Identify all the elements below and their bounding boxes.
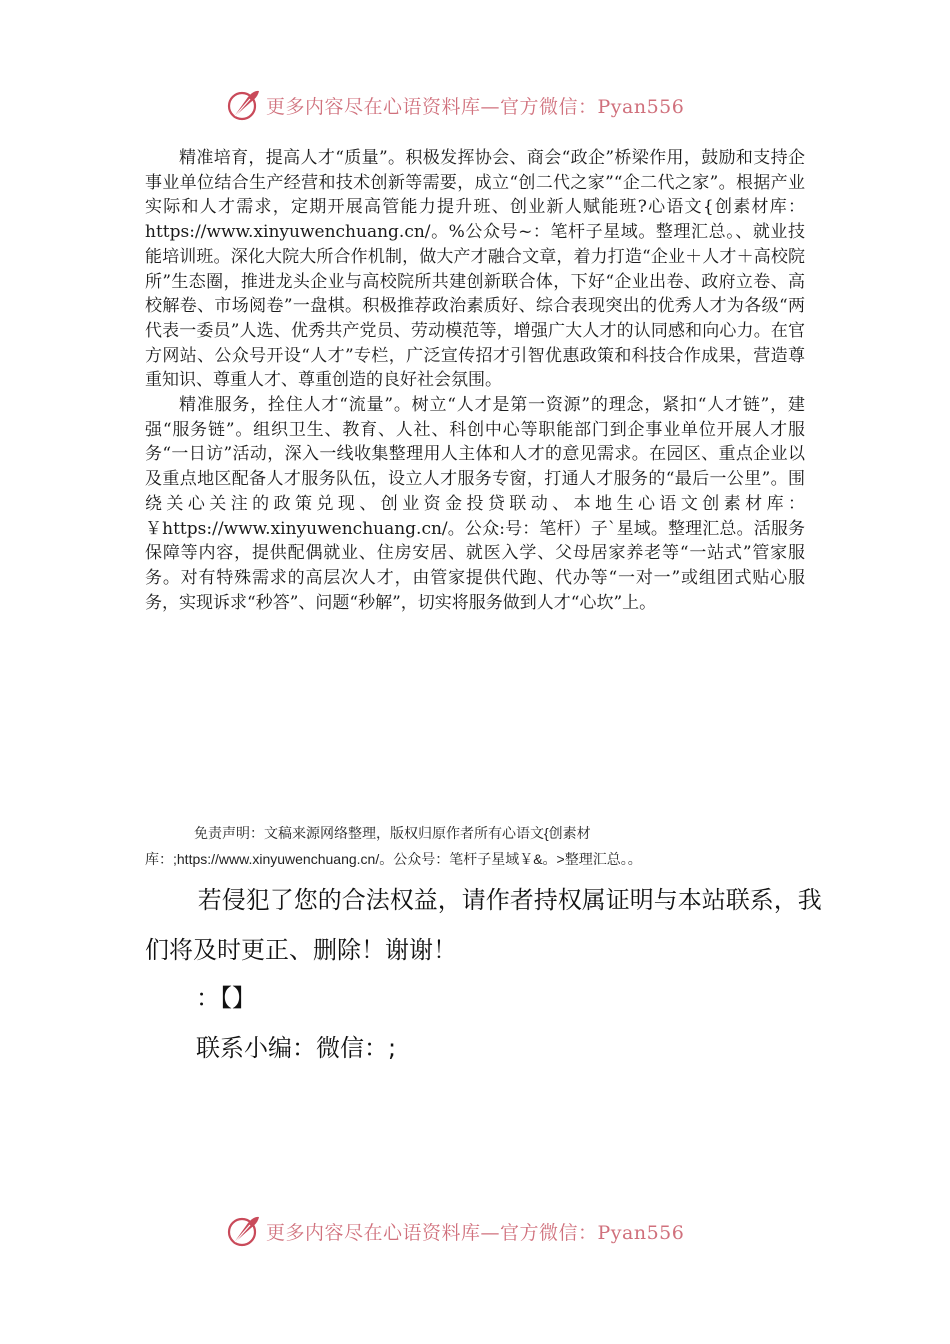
article-body — [145, 146, 805, 615]
header-banner — [0, 85, 950, 125]
footer-banner — [0, 1211, 950, 1251]
paragraph-talent-cultivation: 精准培育，提高人才“质量”。积极发挥协会、商会“政企”桥梁作用，鼓励和支持企事业单位结合生产经营和技术创新等需要，成立“创二代之家”“企二代之家”。根据产业实际和人才需求，定期开展高管能力提升班、创业新人赋能班?心语文{创素材库：https://www.xinyuwenchuang.cn/。%公众号~：笔杆子星域。整理汇总。、就业技能培训班。深化大院大所合作机制，做大产才融合文章，着力打造“企业＋人才＋高校院所”生态圈，推进龙头企业与高校院所共建创新联合体，下好“企业出卷、政府立卷、高校解卷、市场阅卷”一盘棋。积极推荐政治素质好、综合表现突出的优秀人才为各级“两代表一委员”人选、优秀共产党员、劳动模范等，增强广大人才的认同感和向心力。在官方网站、公众号开设“人才”专栏，广泛宣传招才引智优惠政策和科技合作成果，营造尊重知识、尊重人才、尊重创造的良好社会氛围。 — [145, 148, 805, 391]
bracket-line: ：【】 — [196, 984, 256, 1012]
quill-pen-logo-icon — [226, 1213, 262, 1249]
footer-banner-text: 更多内容尽在心语资料库—官方微信：Pyan556 — [266, 1222, 685, 1244]
header-banner-text: 更多内容尽在心语资料库—官方微信：Pyan556 — [266, 96, 685, 118]
quill-pen-logo-icon — [226, 87, 262, 123]
contact-line: 联系小编：微信：; — [196, 1034, 397, 1062]
copyright-notice: 若侵犯了您的合法权益，请作者持权属证明与本站联系，我们将及时更正、删除！谢谢！ — [145, 886, 822, 964]
disclaimer-text: 免责声明：文稿来源网络整理，版权归原作者所有心语文{创素材库：;https://www.xinyuwenchuang.cn/。公众号：笔杆子星域￥&。>整理汇总。。 — [145, 825, 642, 867]
paragraph-talent-service: 精准服务，拴住人才“流量”。树立“人才是第一资源”的理念，紧扣“人才链”，建强“服务链”。组织卫生、教育、人社、科创中心等职能部门到企事业单位开展人才服务“一日访”活动，深入一线收集整理用人主体和人才的意见需求。在园区、重点企业以及重点地区配备人才服务队伍，设立人才服务专窗，打通人才服务的“最后一公里”。围绕关心关注的政策兑现、创业资金投贷联动、本地生心语文创素材库：￥https://www.xinyuwenchuang.cn/。公众:号：笔杆）子`星域。整理汇总。活服务保障等内容，提供配偶就业、住房安居、就医入学、父母居家养老等“一站式”管家服务。对有特殊需求的高层次人才，由管家提供代跑、代办等“一对一”或组团式贴心服务，实现诉求“秒答”、问题“秒解”，切实将服务做到人才“心坎”上。 — [145, 395, 805, 613]
